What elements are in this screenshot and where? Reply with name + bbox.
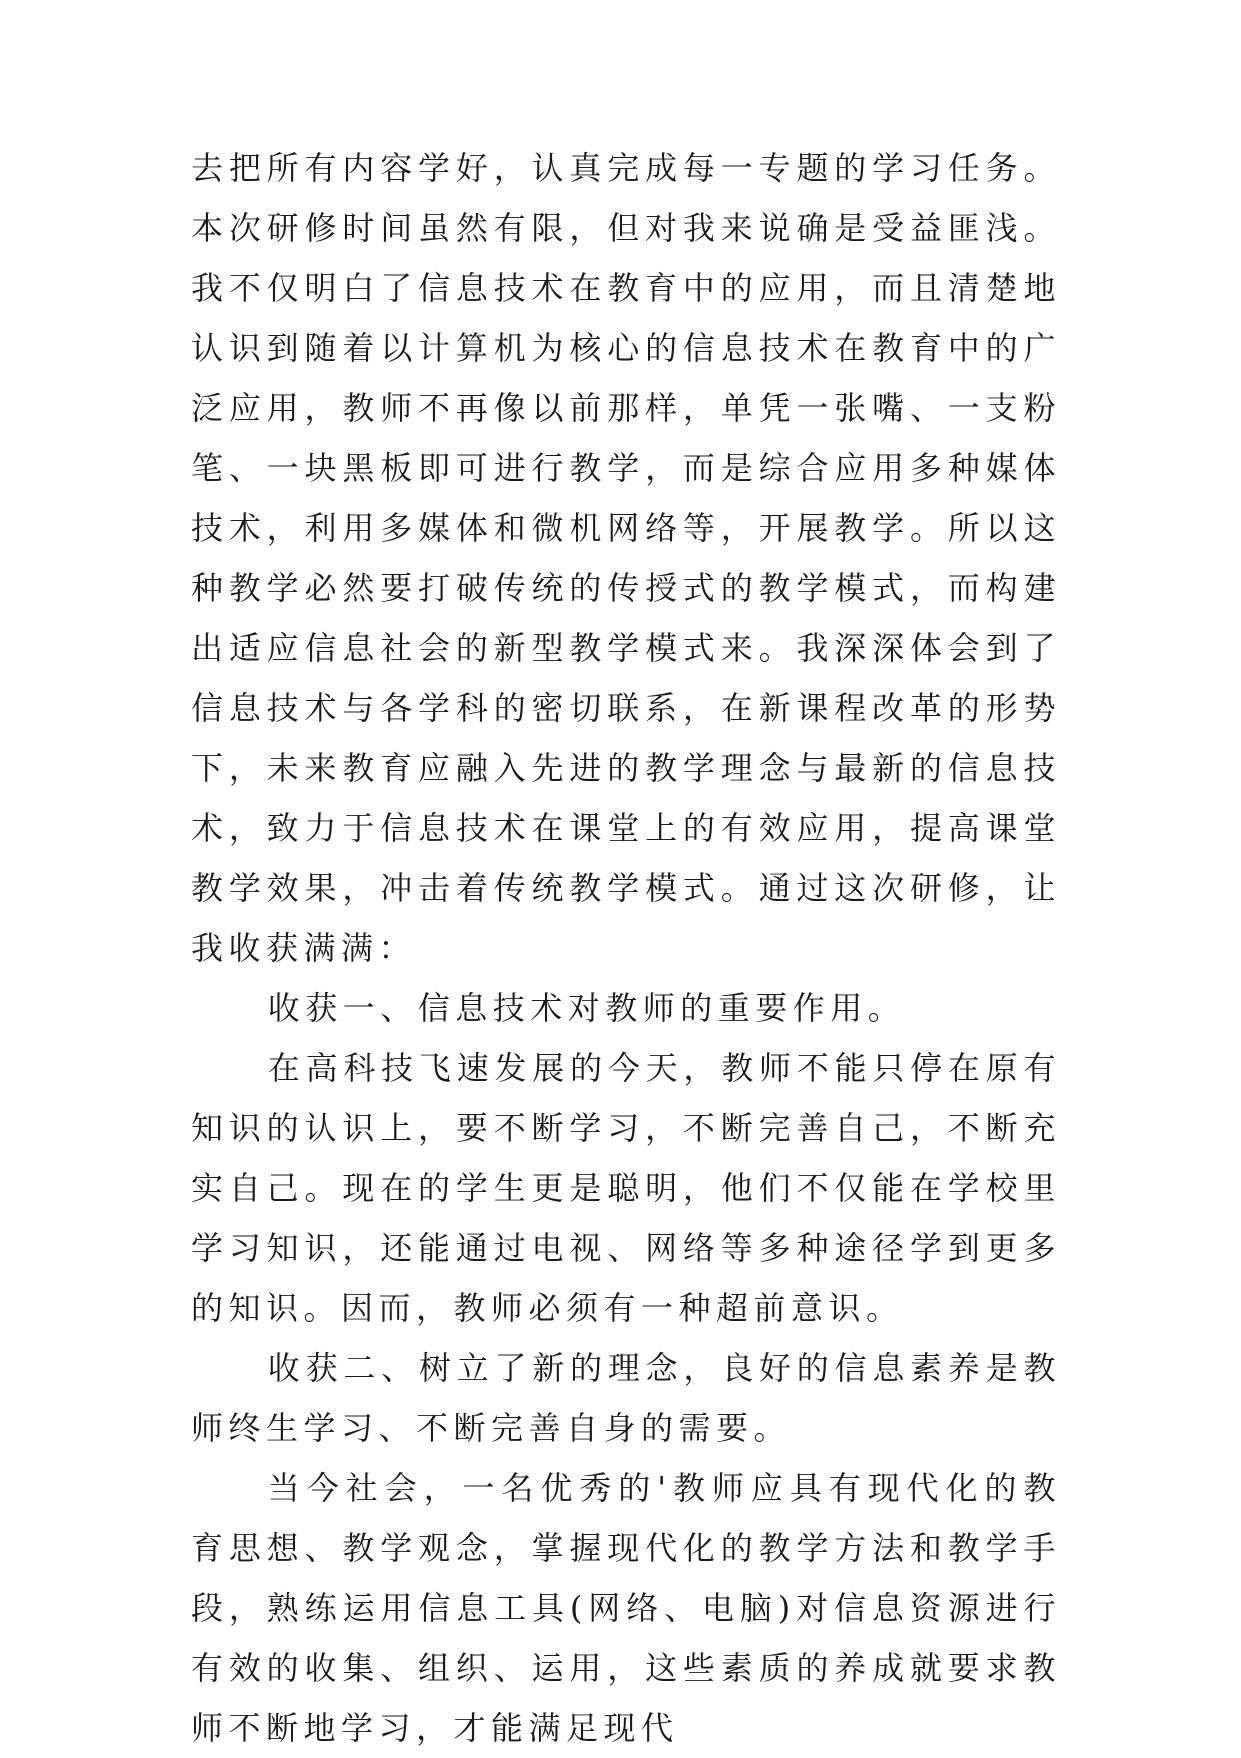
paragraph-gain-one-body: 在高科技飞速发展的今天，教师不能只停在原有知识的认识上，要不断学习，不断完善自己，不断充实自己。现在的学生更是聪明，他们不仅能在学校里学习知识，还能通过电视、网络等多种途径学到更多的知识。因而，教师必须有一种超前意识。 (191, 1049, 1061, 1327)
paragraph-gain-two-body: 当今社会，一名优秀的'教师应具有现代化的教育思想、教学观念，掌握现代化的教学方法和教学手段，熟练运用信息工具(网络、电脑)对信息资源进行有效的收集、组织、运用，这些素质的养成就要求教师不断地学习，才能满足现代 (191, 1469, 1061, 1747)
document-body (191, 138, 1061, 1758)
paragraph-gain-two-heading: 收获二、树立了新的理念，良好的信息素养是教师终生学习、不断完善自身的需要。 (191, 1349, 1061, 1447)
paragraph-gain-one-heading: 收获一、信息技术对教师的重要作用。 (267, 989, 906, 1027)
paragraph-intro: 去把所有内容学好，认真完成每一专题的学习任务。本次研修时间虽然有限，但对我来说确是受益匪浅。我不仅明白了信息技术在教育中的应用，而且清楚地认识到随着以计算机为核心的信息技术在教育中的广泛应用，教师不再像以前那样，单凭一张嘴、一支粉笔、一块黑板即可进行教学，而是综合应用多种媒体技术，利用多媒体和微机网络等，开展教学。所以这种教学必然要打破传统的传授式的教学模式，而构建出适应信息社会的新型教学模式来。我深深体会到了信息技术与各学科的密切联系，在新课程改革的形势下，未来教育应融入先进的教学理念与最新的信息技术，致力于信息技术在课堂上的有效应用，提高课堂教学效果，冲击着传统教学模式。通过这次研修，让我收获满满： (191, 149, 1061, 967)
